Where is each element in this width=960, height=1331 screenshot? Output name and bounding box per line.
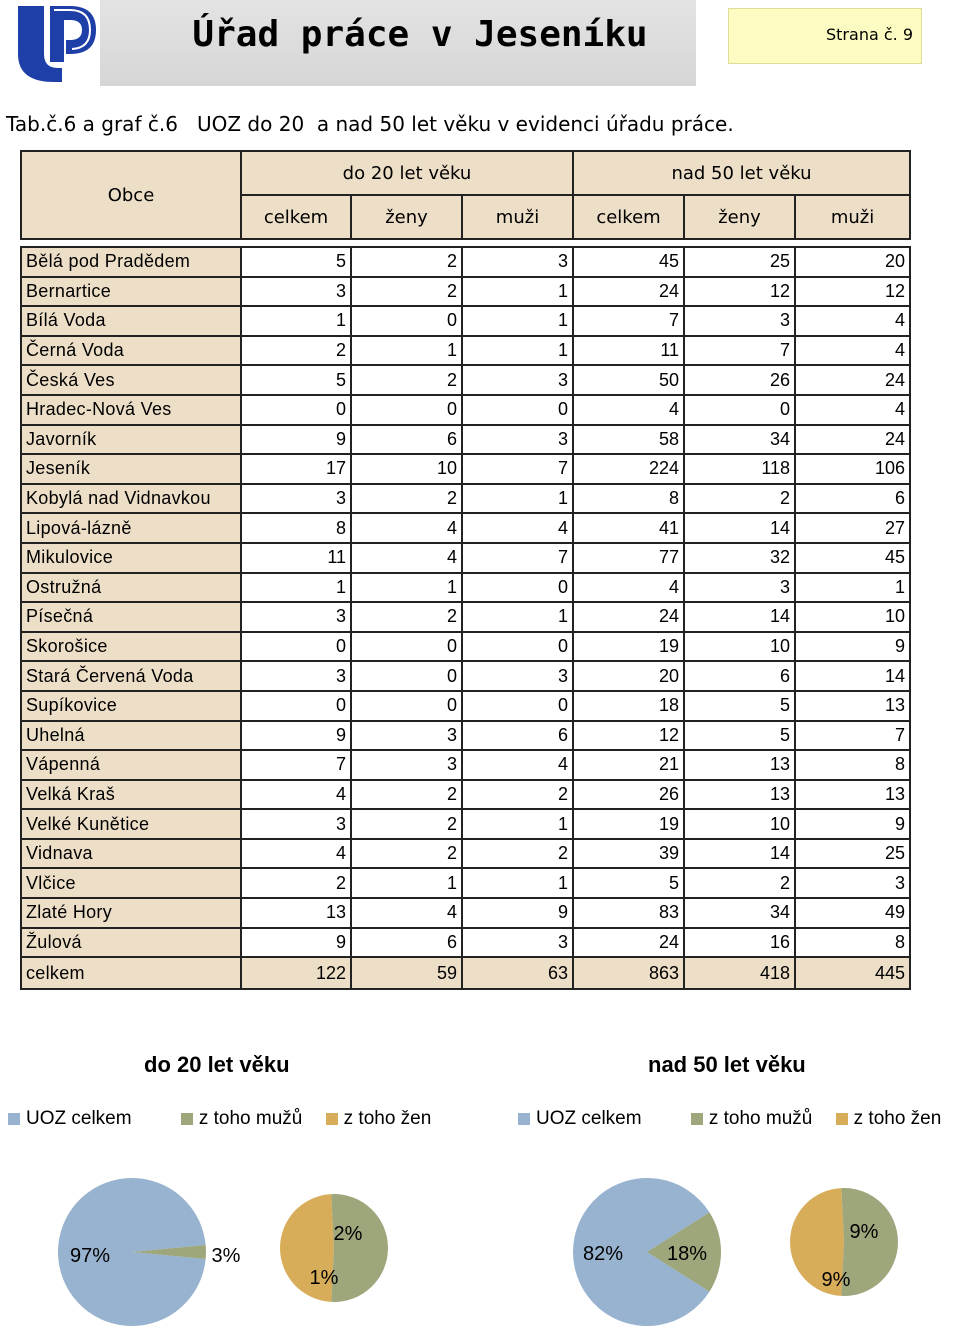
table-row — [21, 928, 910, 958]
cell-value: 45 — [795, 543, 910, 573]
cell-value: 4 — [351, 513, 462, 543]
cell-value: 4 — [462, 750, 573, 780]
cell-value: 1 — [462, 809, 573, 839]
table-row — [21, 721, 910, 751]
table-row — [21, 277, 910, 307]
table-row — [21, 868, 910, 898]
cell-value: 1 — [462, 336, 573, 366]
cell-value: 9 — [795, 809, 910, 839]
pie-label-main-share: 3% — [211, 1245, 241, 1267]
legend-swatch-uoz — [518, 1113, 530, 1125]
chart-title-do-20: do 20 let věku — [144, 1052, 290, 1077]
cell-value: 34 — [684, 425, 795, 455]
header-celkem: celkem — [241, 195, 351, 239]
header-group-do-20: do 20 let věku — [241, 151, 573, 195]
cell-value: 0 — [351, 395, 462, 425]
table-row — [21, 395, 910, 425]
table-row — [21, 632, 910, 662]
cell-value: 6 — [462, 721, 573, 751]
pie-label-sub-zen: 2% — [333, 1223, 363, 1245]
legend-uoz-celkem: UOZ celkem — [26, 1108, 132, 1129]
cell-value: 21 — [573, 750, 684, 780]
cell-value: 0 — [462, 395, 573, 425]
table-row — [21, 484, 910, 514]
cell-value: 24 — [573, 277, 684, 307]
cell-value: 3 — [351, 721, 462, 751]
cell-value: 2 — [241, 868, 351, 898]
cell-value: 122 — [241, 957, 351, 989]
cell-value: 24 — [795, 365, 910, 395]
cell-value: 3 — [462, 365, 573, 395]
cell-obec: Jeseník — [21, 454, 241, 484]
table-row — [21, 306, 910, 336]
cell-value: 1 — [241, 573, 351, 603]
cell-value: 5 — [241, 247, 351, 277]
cell-value: 5 — [573, 868, 684, 898]
cell-value: 50 — [573, 365, 684, 395]
cell-value: 19 — [573, 809, 684, 839]
cell-value: 4 — [795, 336, 910, 366]
cell-value: 9 — [241, 425, 351, 455]
cell-obec: Ostružná — [21, 573, 241, 603]
legend-swatch-uoz — [8, 1113, 20, 1125]
cell-value: 4 — [241, 780, 351, 810]
cell-value: 863 — [573, 957, 684, 989]
cell-value: 58 — [573, 425, 684, 455]
cell-obec: Vidnava — [21, 839, 241, 869]
table-row — [21, 691, 910, 721]
cell-value: 4 — [462, 513, 573, 543]
cell-value: 8 — [795, 750, 910, 780]
cell-value: 2 — [684, 484, 795, 514]
cell-value: 8 — [795, 928, 910, 958]
cell-value: 2 — [351, 277, 462, 307]
cell-value: 13 — [684, 780, 795, 810]
cell-obec: Skorošice — [21, 632, 241, 662]
table-row — [21, 898, 910, 928]
cell-obec: Stará Červená Voda — [21, 661, 241, 691]
pie-label-main-rest: 97% — [69, 1245, 111, 1267]
page-number: Strana č. 9 — [826, 25, 913, 44]
cell-value: 13 — [241, 898, 351, 928]
cell-value: 1 — [795, 573, 910, 603]
cell-value: 9 — [241, 928, 351, 958]
table-spacer — [21, 239, 910, 247]
cell-value: 3 — [684, 573, 795, 603]
cell-value: 0 — [351, 661, 462, 691]
table-row — [21, 602, 910, 632]
cell-obec: Vápenná — [21, 750, 241, 780]
cell-value: 34 — [684, 898, 795, 928]
cell-obec: Zlaté Hory — [21, 898, 241, 928]
cell-value: 224 — [573, 454, 684, 484]
legend-nad-50 — [518, 1108, 941, 1130]
cell-value: 8 — [573, 484, 684, 514]
cell-value: 7 — [462, 454, 573, 484]
cell-value: 1 — [462, 306, 573, 336]
cell-value: 12 — [684, 277, 795, 307]
cell-value: 12 — [795, 277, 910, 307]
cell-value: 7 — [795, 721, 910, 751]
cell-obec: Javorník — [21, 425, 241, 455]
legend-muzu: z toho mužů — [198, 1108, 303, 1129]
cell-obec: Česká Ves — [21, 365, 241, 395]
table-row — [21, 839, 910, 869]
table-row — [21, 543, 910, 573]
legend-zen: z toho žen — [853, 1108, 942, 1129]
cell-value: 18 — [573, 691, 684, 721]
cell-value: 2 — [351, 839, 462, 869]
cell-value: 5 — [684, 721, 795, 751]
cell-value: 14 — [684, 513, 795, 543]
cell-value: 10 — [684, 632, 795, 662]
pie-charts — [0, 1140, 960, 1331]
cell-value: 32 — [684, 543, 795, 573]
cell-value: 2 — [241, 336, 351, 366]
table-row — [21, 425, 910, 455]
cell-value: 3 — [351, 750, 462, 780]
cell-value: 106 — [795, 454, 910, 484]
cell-obec: Černá Voda — [21, 336, 241, 366]
cell-value: 77 — [573, 543, 684, 573]
cell-value: 7 — [241, 750, 351, 780]
cell-value: 5 — [684, 691, 795, 721]
table-row — [21, 573, 910, 603]
cell-value: 4 — [795, 395, 910, 425]
cell-value: 7 — [684, 336, 795, 366]
header-zeny: ženy — [351, 195, 462, 239]
cell-value: 6 — [351, 425, 462, 455]
cell-value: 49 — [795, 898, 910, 928]
cell-obec: Lipová-lázně — [21, 513, 241, 543]
pie-label-sub-zen: 9% — [849, 1221, 879, 1243]
cell-value: 45 — [573, 247, 684, 277]
cell-value: 10 — [795, 602, 910, 632]
cell-obec: Velká Kraš — [21, 780, 241, 810]
legend-swatch-muzu — [181, 1113, 193, 1125]
cell-value: 1 — [241, 306, 351, 336]
cell-value: 24 — [573, 928, 684, 958]
table-row — [21, 365, 910, 395]
legend-swatch-zen — [836, 1113, 848, 1125]
cell-value: 41 — [573, 513, 684, 543]
cell-value: 27 — [795, 513, 910, 543]
table-row — [21, 780, 910, 810]
header-obce: Obce — [21, 151, 241, 239]
cell-obec: celkem — [21, 957, 241, 989]
cell-value: 3 — [462, 425, 573, 455]
cell-value: 0 — [241, 691, 351, 721]
cell-value: 6 — [684, 661, 795, 691]
table-body — [21, 239, 910, 989]
cell-value: 9 — [795, 632, 910, 662]
table-row — [21, 247, 910, 277]
cell-value: 0 — [462, 691, 573, 721]
cell-obec: Žulová — [21, 928, 241, 958]
cell-value: 4 — [573, 573, 684, 603]
header-celkem: celkem — [573, 195, 684, 239]
cell-value: 14 — [684, 839, 795, 869]
up-logo — [14, 2, 98, 84]
cell-value: 11 — [241, 543, 351, 573]
cell-obec: Písečná — [21, 602, 241, 632]
pie-label-sub-muzu: 1% — [309, 1267, 339, 1289]
table-caption: Tab.č.6 a graf č.6 UOZ do 20 a nad 50 let věku v evidenci úřadu práce. — [6, 112, 734, 136]
cell-value: 118 — [684, 454, 795, 484]
cell-value: 2 — [351, 602, 462, 632]
cell-value: 13 — [795, 691, 910, 721]
cell-value: 4 — [351, 543, 462, 573]
cell-value: 445 — [795, 957, 910, 989]
cell-obec: Bílá Voda — [21, 306, 241, 336]
table-row — [21, 809, 910, 839]
cell-value: 25 — [684, 247, 795, 277]
cell-value: 0 — [684, 395, 795, 425]
table-row — [21, 454, 910, 484]
table-row — [21, 661, 910, 691]
cell-value: 14 — [684, 602, 795, 632]
cell-value: 13 — [795, 780, 910, 810]
cell-value: 7 — [573, 306, 684, 336]
page-title: Úřad práce v Jeseníku — [192, 14, 648, 55]
cell-value: 1 — [351, 868, 462, 898]
cell-value: 0 — [351, 632, 462, 662]
cell-value: 3 — [795, 868, 910, 898]
cell-value: 1 — [462, 868, 573, 898]
cell-value: 6 — [351, 928, 462, 958]
cell-obec: Supíkovice — [21, 691, 241, 721]
page-number-box — [728, 8, 922, 64]
legend-muzu: z toho mužů — [708, 1108, 813, 1129]
cell-value: 8 — [241, 513, 351, 543]
cell-value: 3 — [462, 928, 573, 958]
cell-value: 20 — [795, 247, 910, 277]
cell-value: 16 — [684, 928, 795, 958]
cell-value: 63 — [462, 957, 573, 989]
cell-value: 26 — [684, 365, 795, 395]
cell-value: 1 — [462, 484, 573, 514]
cell-value: 0 — [351, 691, 462, 721]
header-muzi: muži — [795, 195, 910, 239]
cell-value: 3 — [462, 247, 573, 277]
cell-value: 0 — [351, 306, 462, 336]
data-table — [20, 150, 911, 990]
table-row — [21, 750, 910, 780]
cell-value: 1 — [351, 573, 462, 603]
cell-value: 39 — [573, 839, 684, 869]
cell-value: 3 — [241, 277, 351, 307]
cell-value: 3 — [241, 602, 351, 632]
cell-value: 0 — [462, 632, 573, 662]
cell-value: 2 — [684, 868, 795, 898]
cell-value: 25 — [795, 839, 910, 869]
cell-obec: Hradec-Nová Ves — [21, 395, 241, 425]
cell-value: 0 — [241, 632, 351, 662]
legend-do-20 — [8, 1108, 431, 1130]
cell-obec: Bernartice — [21, 277, 241, 307]
cell-value: 2 — [351, 247, 462, 277]
cell-value: 13 — [684, 750, 795, 780]
cell-value: 11 — [573, 336, 684, 366]
cell-value: 1 — [462, 277, 573, 307]
cell-value: 4 — [573, 395, 684, 425]
chart-title-nad-50: nad 50 let věku — [648, 1052, 806, 1077]
cell-value: 24 — [795, 425, 910, 455]
header-group-nad-50: nad 50 let věku — [573, 151, 910, 195]
table-total-row — [21, 957, 910, 989]
cell-value: 2 — [351, 484, 462, 514]
table-row — [21, 336, 910, 366]
pie-label-main-share: 18% — [666, 1243, 708, 1265]
cell-value: 3 — [241, 484, 351, 514]
cell-value: 24 — [573, 602, 684, 632]
cell-obec: Vlčice — [21, 868, 241, 898]
cell-value: 2 — [462, 780, 573, 810]
cell-value: 17 — [241, 454, 351, 484]
cell-value: 10 — [351, 454, 462, 484]
cell-value: 2 — [351, 809, 462, 839]
cell-value: 2 — [351, 780, 462, 810]
legend-swatch-zen — [326, 1113, 338, 1125]
cell-value: 14 — [795, 661, 910, 691]
pie-label-sub-muzu: 9% — [821, 1269, 851, 1291]
cell-value: 4 — [795, 306, 910, 336]
cell-value: 1 — [462, 602, 573, 632]
legend-zen: z toho žen — [343, 1108, 432, 1129]
table-row — [21, 513, 910, 543]
cell-value: 26 — [573, 780, 684, 810]
cell-value: 12 — [573, 721, 684, 751]
cell-value: 4 — [351, 898, 462, 928]
title-bar — [100, 0, 696, 86]
cell-value: 2 — [351, 365, 462, 395]
header-zeny: ženy — [684, 195, 795, 239]
cell-obec: Velké Kunětice — [21, 809, 241, 839]
cell-value: 6 — [795, 484, 910, 514]
cell-value: 2 — [462, 839, 573, 869]
pie-slice-sub-muzu — [331, 1194, 388, 1302]
cell-value: 3 — [241, 809, 351, 839]
cell-value: 0 — [241, 395, 351, 425]
cell-value: 9 — [462, 898, 573, 928]
cell-value: 5 — [241, 365, 351, 395]
cell-value: 3 — [462, 661, 573, 691]
cell-obec: Mikulovice — [21, 543, 241, 573]
cell-value: 1 — [351, 336, 462, 366]
cell-obec: Bělá pod Pradědem — [21, 247, 241, 277]
cell-value: 9 — [241, 721, 351, 751]
cell-value: 418 — [684, 957, 795, 989]
pie-label-main-rest: 82% — [582, 1243, 624, 1265]
cell-value: 3 — [684, 306, 795, 336]
cell-obec: Uhelná — [21, 721, 241, 751]
cell-value: 59 — [351, 957, 462, 989]
cell-value: 0 — [462, 573, 573, 603]
legend-swatch-muzu — [691, 1113, 703, 1125]
cell-value: 19 — [573, 632, 684, 662]
cell-value: 20 — [573, 661, 684, 691]
cell-obec: Kobylá nad Vidnavkou — [21, 484, 241, 514]
legend-uoz-celkem: UOZ celkem — [536, 1108, 642, 1129]
cell-value: 83 — [573, 898, 684, 928]
cell-value: 3 — [241, 661, 351, 691]
cell-value: 7 — [462, 543, 573, 573]
header-muzi: muži — [462, 195, 573, 239]
cell-value: 10 — [684, 809, 795, 839]
cell-value: 4 — [241, 839, 351, 869]
